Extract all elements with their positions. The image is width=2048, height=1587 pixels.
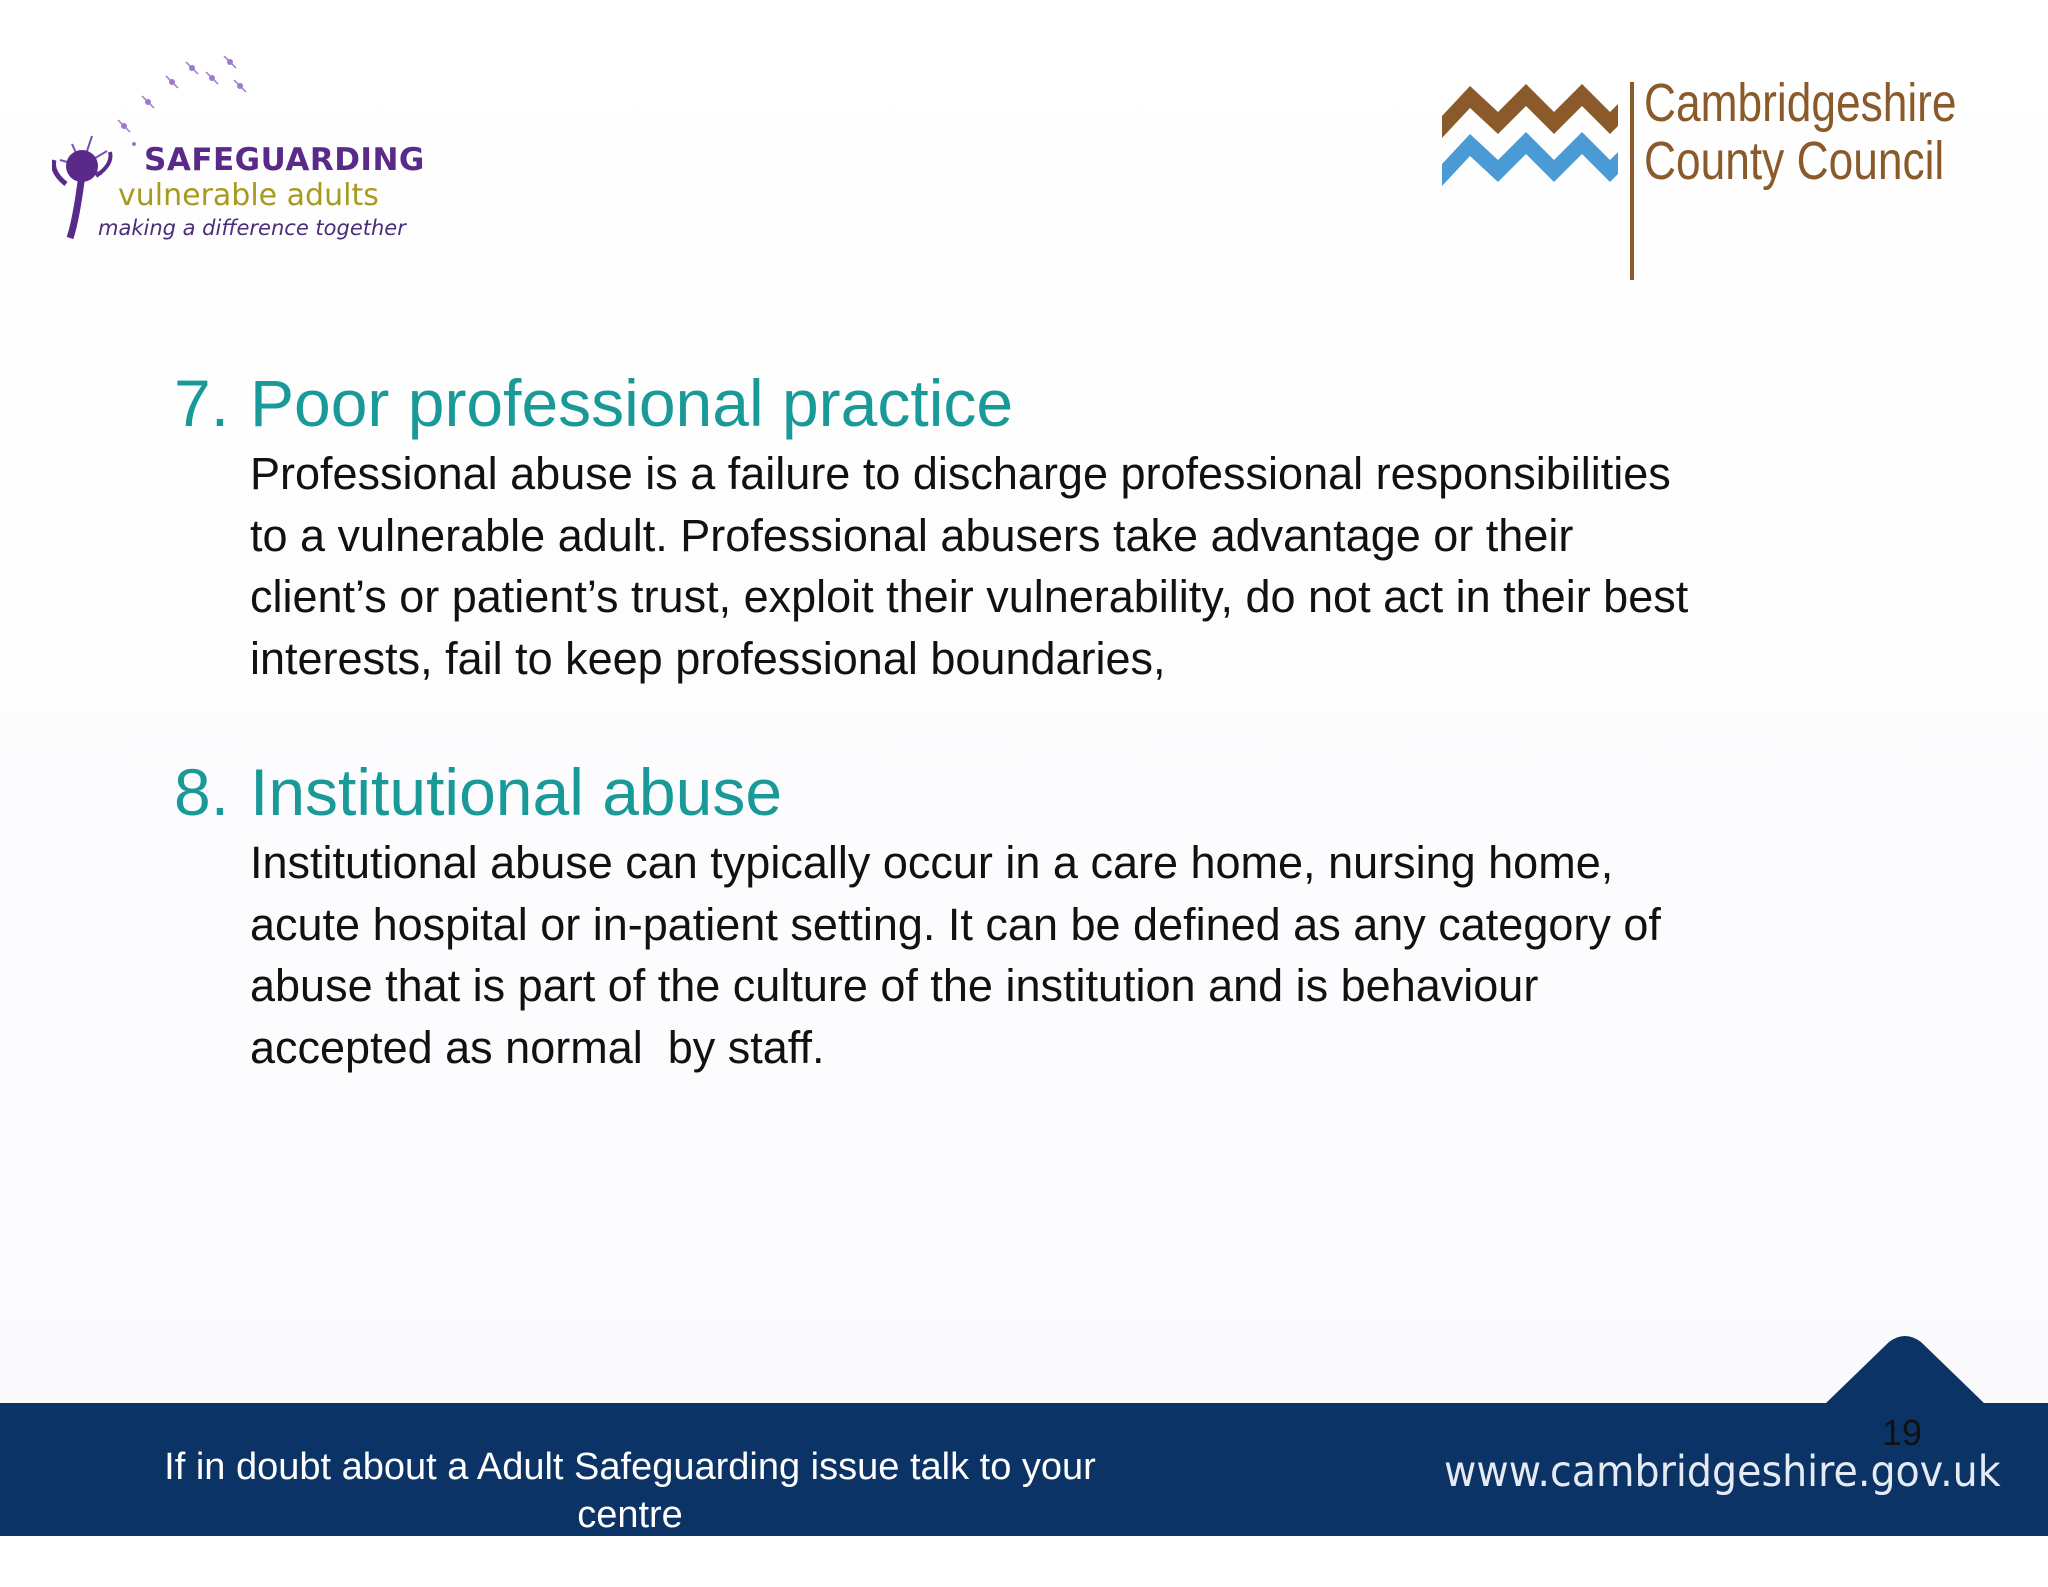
council-name-line1: Cambridgeshire [1644, 73, 1957, 133]
triangle-tab-icon [1825, 1336, 1985, 1406]
footer-note-line2: manager or use the contact details in your resources folder [134, 1542, 1126, 1584]
safeguarding-subtitle: vulnerable adults [118, 178, 379, 213]
item-heading-institutional-abuse [174, 754, 782, 830]
body-line: accepted as normal by staff. [250, 1021, 825, 1073]
item-body-institutional-abuse [250, 832, 1910, 1078]
body-line: Institutional abuse can typically occur in a care home, nursing home, [250, 837, 1614, 888]
body-line: interests, fail to keep professional boundaries, [250, 632, 1166, 684]
body-line: abuse that is part of the culture of the institution and is behaviour [250, 960, 1539, 1011]
safeguarding-title: SAFEGUARDING [144, 142, 425, 178]
item-number: 7. [174, 366, 230, 440]
item-body-poor-professional-practice [250, 443, 1910, 689]
item-heading-text: Institutional abuse [250, 755, 783, 829]
item-heading-text: Poor professional practice [250, 366, 1014, 440]
page-number: 19 [1882, 1412, 1923, 1453]
council-name-line2: County Council [1644, 131, 1945, 191]
item-number: 8. [174, 755, 230, 829]
body-line: acute hospital or in-patient setting. It can be defined as any category of [250, 898, 1661, 950]
body-line: to a vulnerable adult. Professional abusers take advantage or their [250, 509, 1574, 561]
footer-note [110, 1443, 1150, 1587]
safeguarding-tagline: making a difference together [98, 216, 406, 240]
footer-note-line1: If in doubt about a Adult Safeguarding issue talk to your centre [164, 1446, 1096, 1536]
footer-url[interactable]: www.cambridgeshire.gov.uk [1444, 1447, 2001, 1497]
body-line: client’s or patient’s trust, exploit their vulnerability, do not act in their best [250, 571, 1689, 622]
body-line: Professional abuse is a failure to discharge professional responsibilities [250, 448, 1671, 499]
item-heading-poor-professional-practice [174, 365, 1013, 441]
